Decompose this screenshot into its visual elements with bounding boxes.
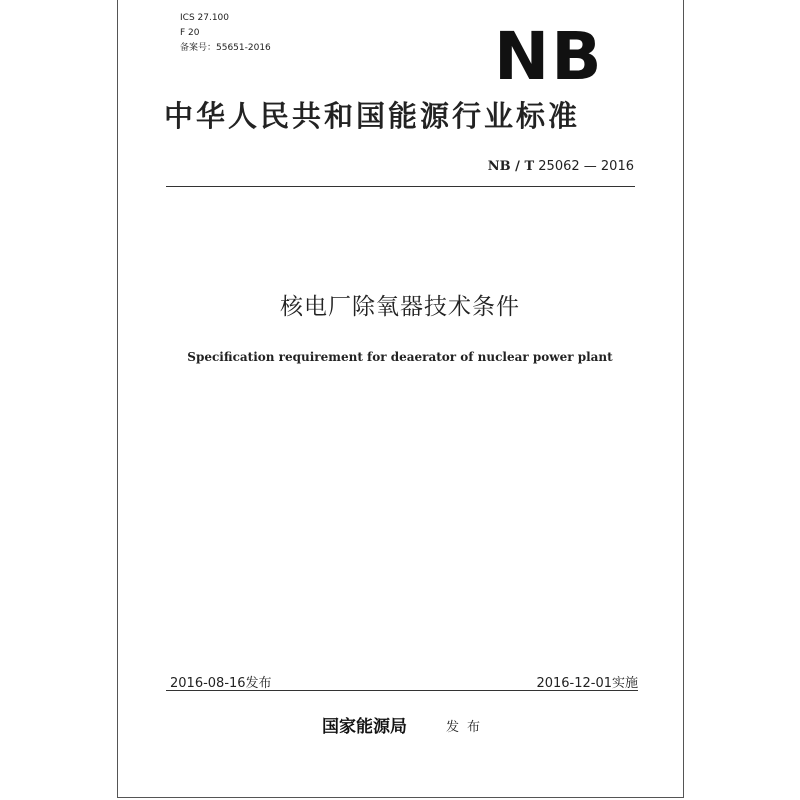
footer-divider (166, 690, 638, 691)
document-title-chinese: 核电厂除氧器技术条件 (280, 294, 520, 320)
nb-logo: NB (494, 18, 604, 95)
standard-code (488, 159, 634, 174)
standard-code-number: 25062 — 2016 (538, 159, 634, 174)
filing-number: 备案号：55651-2016 (180, 43, 271, 53)
header-divider (166, 186, 635, 187)
standard-code-prefix: NB / T (487, 159, 535, 174)
standard-category-title: 中华人民共和国能源行业标准 (164, 99, 581, 133)
effective-date: 2016-12-01实施 (536, 676, 638, 691)
document-title-english: Specification requirement for deaerator of nuclear power plant (187, 350, 613, 364)
ics-code: ICS 27.100 (180, 13, 230, 23)
issuing-authority: 国家能源局 (322, 717, 407, 737)
issue-label: 发布 (446, 720, 489, 735)
ccs-code: F 20 (180, 28, 200, 38)
publish-date: 2016-08-16发布 (170, 676, 272, 691)
